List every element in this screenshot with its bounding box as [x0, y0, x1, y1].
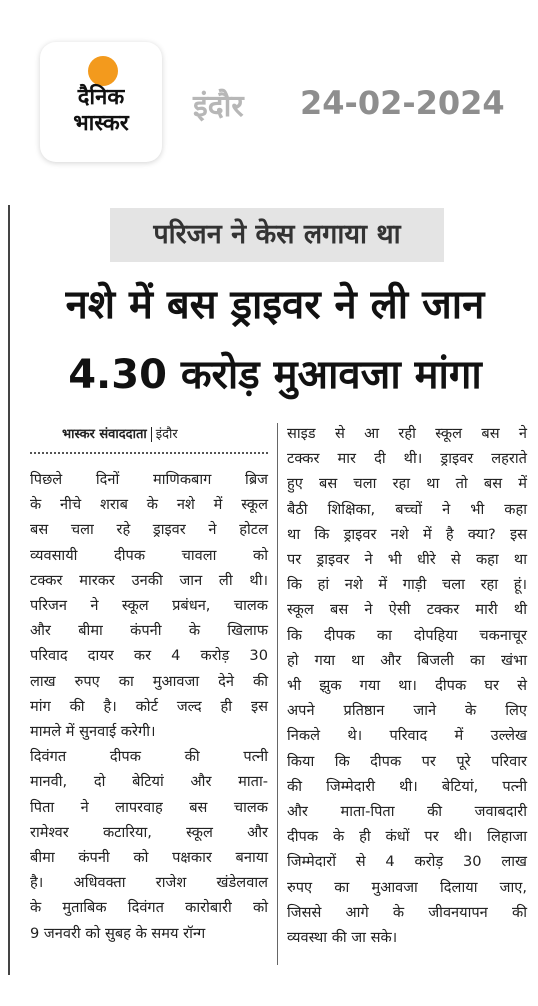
article-text-line: पर ड्राइवर ने भी धीरे से कहा था — [287, 551, 527, 569]
article-text-line: कि दीपक का दोपहिया चकनाचूर — [287, 626, 527, 644]
article-text-line: भी झुक गया था। दीपक घर से — [287, 677, 527, 695]
margin-rule — [8, 205, 10, 975]
edition-city: इंदौर — [193, 89, 244, 124]
article-text-line: बैठी शिक्षिका, बच्चों ने भी कहा — [287, 500, 527, 518]
article-text-line: दीपक के ही कंधों पर थी। लिहाजा — [287, 828, 527, 846]
headline-line-2: 4.30 करोड़ मुआवजा मांगा — [68, 352, 482, 398]
logo-word-dainik: दैनिक — [77, 85, 125, 110]
article-text-line: पिछले दिनों माणिकबाग ब्रिज — [30, 471, 268, 488]
byline-divider — [151, 427, 152, 442]
article-text-line: की जिम्मेदारी थी। बेटियां, पत्नी — [287, 777, 527, 795]
article-text-line: था कि ड्राइवर नशे में है क्या? इस — [287, 525, 527, 543]
article-text-line: टक्कर मार दी थी। ड्राइवर लहराते — [287, 450, 527, 468]
article-text-line: रामेश्वर कटारिया, स्कूल और — [30, 823, 268, 841]
article-text-line: टक्कर मारकर उनकी जान ली थी। — [30, 571, 268, 589]
article-text-line: अपने प्रतिष्ठान जाने के लिए — [287, 702, 527, 720]
article-text-line: 9 जनवरी को सुबह के समय रॉन्ग — [30, 924, 206, 942]
logo-word-bhaskar: भास्कर — [73, 111, 129, 136]
article-text-line: रुपए का मुआवजा दिलाया जाए, — [287, 878, 527, 896]
article-text-line: जिम्मेदारों से 4 करोड़ 30 लाख — [287, 853, 527, 871]
edition-date: 24-02-2024 — [300, 84, 505, 122]
byline-place: इंदौर — [155, 427, 178, 442]
dainik-bhaskar-logo — [40, 42, 162, 162]
article-text-line: निकले थे। परिवाद में उल्लेख — [287, 727, 527, 745]
article-text-line: बीमा कंपनी को पक्षकार बनाया — [30, 849, 268, 867]
byline-dotted-rule — [30, 452, 268, 454]
article-text-line: मानवी, दो बेटियां और माता- — [30, 773, 268, 791]
article-text-line: व्यवस्था की जा सके। — [287, 929, 398, 947]
article-kicker: परिजन ने केस लगाया था — [110, 208, 444, 262]
article-text-line: मामले में सुनवाई करेगी। — [30, 723, 156, 741]
sun-logo-icon — [88, 56, 118, 86]
article-text-line: और बीमा कंपनी के खिलाफ — [30, 622, 268, 640]
headline-line-1: नशे में बस ड्राइवर ने ली जान — [65, 282, 485, 328]
column-divider — [277, 423, 278, 965]
article-text-line: के मुताबिक दिवंगत कारोबारी को — [30, 899, 268, 917]
article-text-line: के नीचे शराब के नशे में स्कूल — [30, 496, 268, 514]
article-text-line: बस चला रहे ड्राइवर ने होटल — [30, 521, 268, 539]
byline — [62, 424, 178, 442]
article-text-line: लाख रुपए का मुआवजा देने की — [30, 672, 268, 690]
article-text-line: जिससे आगे के जीवनयापन की — [287, 903, 527, 921]
article-text-line: और माता-पिता की जवाबदारी — [287, 803, 527, 821]
article-text-line: मांग की है। कोर्ट जल्द ही इस — [30, 697, 268, 715]
article-text-line: स्कूल बस ने ऐसी टक्कर मारी थी — [287, 601, 527, 619]
article-column-left — [30, 467, 268, 946]
article-text-line: व्यवसायी दीपक चावला को — [30, 546, 268, 564]
article-text-line: किया कि दीपक पर पूरे परिवार — [287, 752, 527, 770]
article-text-line: परिवाद दायर कर 4 करोड़ 30 — [30, 647, 268, 665]
article-text-line: दिवंगत दीपक की पत्नी — [30, 748, 268, 766]
byline-author: भास्कर संवाददाता — [62, 427, 147, 442]
article-text-line: हो गया था और बिजली का खंभा — [287, 651, 527, 669]
article-text-line: है। अधिवक्ता राजेश खंडेलवाल — [30, 874, 268, 892]
article-text-line: परिजन ने स्कूल प्रबंधन, चालक — [30, 597, 268, 615]
article-text-line: पिता ने लापरवाह बस चालक — [30, 798, 268, 816]
article-text-line: हुए बस चला रहा था तो बस में — [287, 475, 527, 493]
article-text-line: कि हां नशे में गाड़ी चला रहा हूं। — [287, 576, 527, 594]
article-column-right — [287, 421, 527, 950]
article-text-line: साइड से आ रही स्कूल बस ने — [287, 425, 527, 442]
